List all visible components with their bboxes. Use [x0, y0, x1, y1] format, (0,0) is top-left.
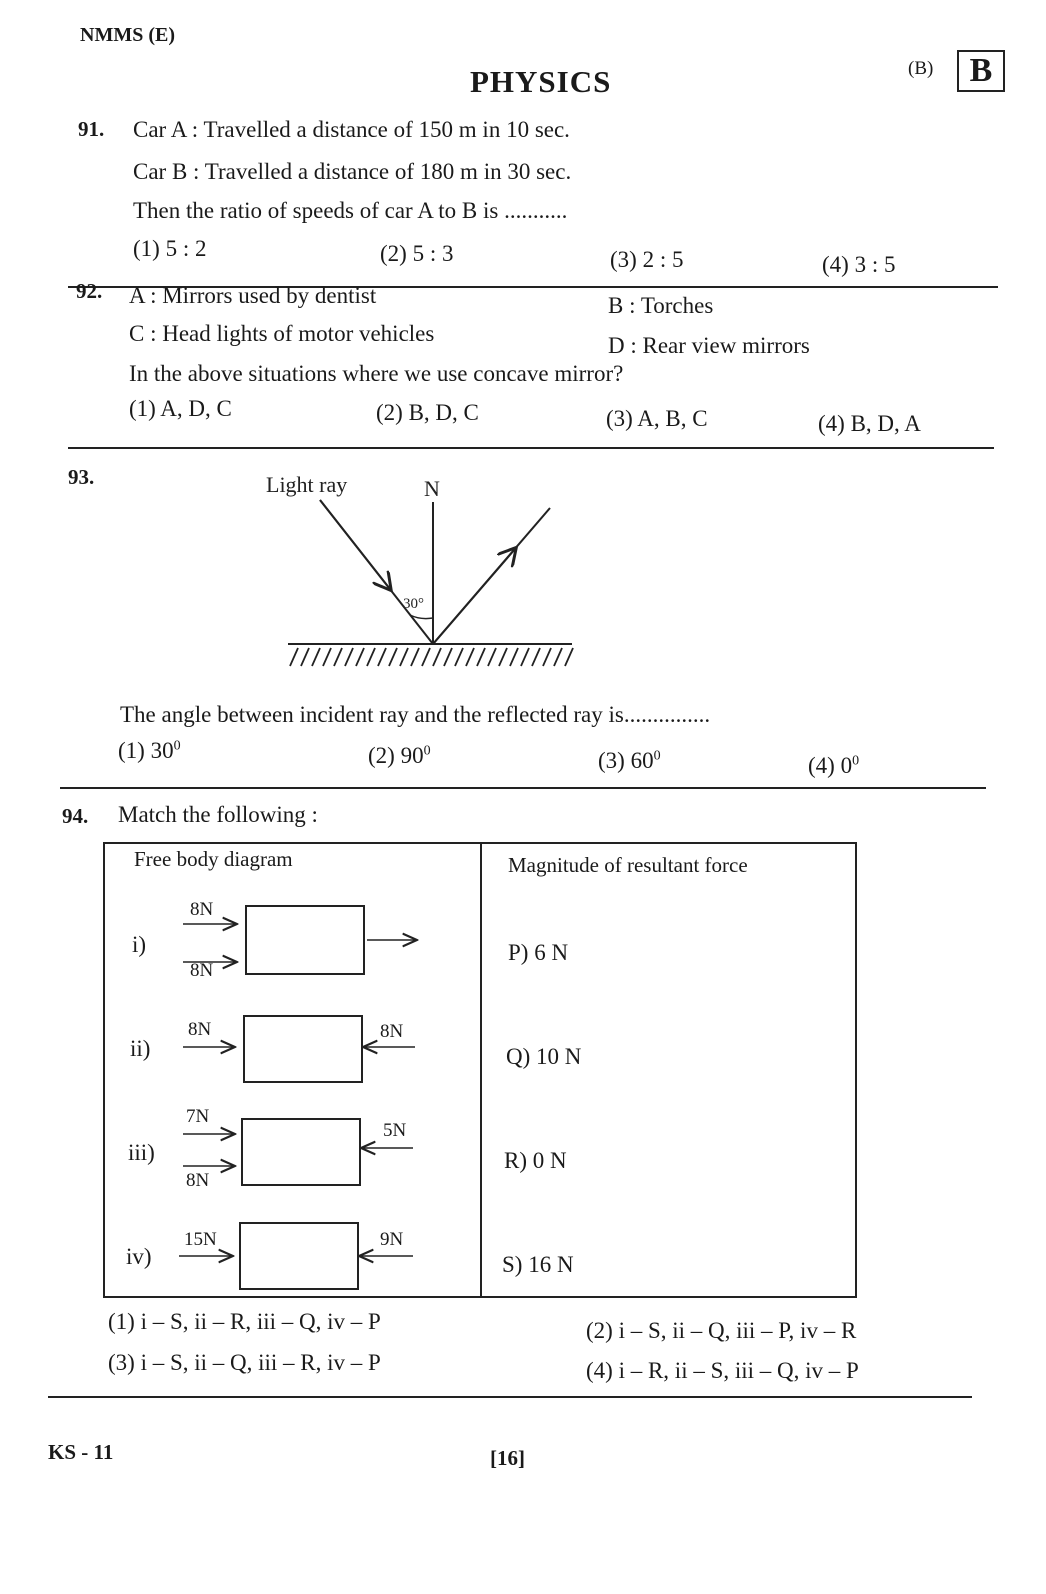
body-box — [239, 1222, 359, 1290]
row-roman: ii) — [130, 1036, 151, 1061]
force-label: 8N — [186, 1170, 210, 1191]
option: (4) $0^0$ — [808, 753, 860, 778]
row-roman: iv) — [126, 1244, 152, 1269]
divider — [68, 447, 994, 449]
option: (4) 3 : 5 — [822, 252, 896, 277]
divider — [48, 1396, 972, 1398]
option: (2) i – S, ii – Q, iii – P, iv – R — [586, 1318, 857, 1343]
option: (2) 5 : 3 — [380, 241, 454, 266]
question-number: 94. — [62, 804, 89, 828]
question-item: B : Torches — [608, 293, 714, 318]
angle-label: 30° — [403, 596, 424, 612]
reflected-arrow — [433, 549, 515, 644]
option: (4) B, D, A — [818, 411, 921, 436]
light-ray-label: Light ray — [266, 472, 348, 497]
option: (2) $90^0$ — [368, 743, 431, 768]
exam-code: NMMS (E) — [80, 24, 175, 46]
force-label: 8N — [380, 1021, 404, 1042]
body-box — [243, 1015, 363, 1083]
force-label: 8N — [190, 899, 214, 920]
resultant-option: P) 6 N — [508, 940, 569, 965]
question-item: A : Mirrors used by dentist — [129, 283, 377, 308]
set-mark: (B) — [908, 58, 934, 79]
option: (1) 5 : 2 — [133, 236, 207, 261]
force-label: 8N — [190, 960, 214, 981]
question-line: Car B : Travelled a distance of 180 m in 30 sec. — [133, 159, 572, 184]
mirror-hatching — [290, 648, 573, 666]
body-box — [241, 1118, 361, 1186]
match-table-divider — [480, 842, 482, 1298]
set-letter-box: B — [957, 50, 1005, 92]
divider — [60, 787, 986, 789]
reflection-diagram — [260, 470, 590, 680]
question-stem: Match the following : — [118, 802, 318, 827]
option: (2) B, D, C — [376, 400, 479, 425]
col-header-right: Magnitude of resultant force — [508, 853, 748, 877]
option: (3) $60^0$ — [598, 748, 661, 773]
row-roman: iii) — [128, 1140, 155, 1165]
footer-code: KS - 11 — [48, 1440, 114, 1464]
question-number: 91. — [78, 117, 105, 141]
option: (4) i – R, ii – S, iii – Q, iv – P — [586, 1358, 859, 1383]
question-stem: In the above situations where we use concave mirror? — [129, 361, 624, 386]
resultant-option: Q) 10 N — [506, 1044, 582, 1069]
normal-label: N — [424, 476, 440, 501]
incident-arrow — [320, 500, 390, 589]
question-item: D : Rear view mirrors — [608, 333, 810, 358]
body-box — [245, 905, 365, 975]
force-label: 5N — [383, 1120, 407, 1141]
resultant-option: S) 16 N — [502, 1252, 574, 1277]
option: (3) 2 : 5 — [610, 247, 684, 272]
question-line: Car A : Travelled a distance of 150 m in 10 sec. — [133, 117, 570, 142]
option: (1) $30^0$ — [118, 738, 181, 763]
question-stem: The angle between incident ray and the reflected ray is............... — [120, 702, 711, 727]
option: (1) i – S, ii – R, iii – Q, iv – P — [108, 1309, 381, 1334]
section-title: PHYSICS — [470, 64, 612, 99]
force-label: 9N — [380, 1229, 404, 1250]
force-label: 7N — [186, 1106, 210, 1127]
page-number: [16] — [490, 1446, 525, 1470]
force-label: 15N — [184, 1229, 217, 1250]
resultant-option: R) 0 N — [504, 1148, 567, 1173]
force-label: 8N — [188, 1019, 212, 1040]
question-line: Then the ratio of speeds of car A to B is ........... — [133, 198, 568, 223]
question-item: C : Head lights of motor vehicles — [129, 321, 435, 346]
question-number: 93. — [68, 465, 95, 489]
option: (1) A, D, C — [129, 396, 232, 421]
row-roman: i) — [132, 932, 147, 957]
question-number: 92. — [76, 279, 103, 303]
option: (3) A, B, C — [606, 406, 708, 431]
col-header-left: Free body diagram — [134, 847, 293, 871]
option: (3) i – S, ii – Q, iii – R, iv – P — [108, 1350, 381, 1375]
